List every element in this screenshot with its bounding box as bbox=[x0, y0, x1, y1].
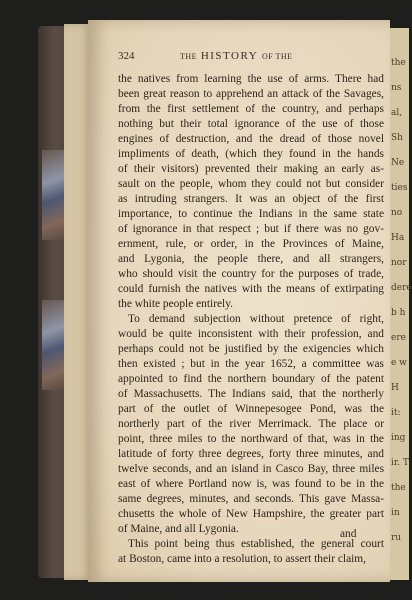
facing-page-fragment: ru bbox=[391, 533, 402, 543]
facing-page-fragment: the bbox=[391, 58, 406, 68]
text-line: of Massachusetts. The Indians said, that the northerly bbox=[118, 388, 384, 400]
text-line: would be quite inconsistent with their profession, and bbox=[118, 328, 384, 340]
text-line: could furnish the natives with the means of extirpating bbox=[118, 283, 384, 295]
text-line: northerly part of the river Merrimack. The place or bbox=[118, 418, 384, 430]
facing-page-fragment: b h bbox=[391, 308, 406, 318]
marbled-paper-top bbox=[42, 150, 64, 240]
text-line: twelve seconds, and an island in Casco Bay, three miles bbox=[118, 463, 384, 475]
header-title: THE HISTORY OF THE bbox=[180, 50, 293, 62]
facing-page-fragment: it: bbox=[391, 408, 401, 418]
body-text bbox=[118, 72, 384, 567]
text-line: from the first settlement of the country, and perhaps bbox=[118, 103, 384, 115]
text-line: engines of destruction, and the dread of those novel bbox=[118, 133, 384, 145]
text-line: been great reason to apprehend an attack of the Savages, bbox=[118, 88, 384, 100]
facing-page-fragment: ing bbox=[391, 433, 406, 443]
facing-page bbox=[390, 28, 412, 580]
facing-page-fragment: e w bbox=[391, 358, 407, 368]
text-line: point, three miles to the northward of that, was in the bbox=[118, 433, 384, 445]
text-line: To demand subjection without pretence of right, bbox=[128, 313, 384, 325]
text-line: as intruding strangers. It was an object of the first bbox=[118, 193, 384, 205]
text-line: of their visitors) prevented their making an early as- bbox=[118, 163, 384, 175]
running-head bbox=[118, 50, 380, 64]
page-number: 324 bbox=[118, 50, 135, 62]
facing-page-fragment: dere bbox=[391, 283, 412, 293]
facing-page-fragment: H bbox=[391, 383, 399, 393]
facing-page-fragment: nor bbox=[391, 258, 407, 268]
facing-page-fragment: Ne bbox=[391, 158, 405, 168]
text-line: impliments of death, (which they found in the hands bbox=[118, 148, 384, 160]
facing-page-fragment: no bbox=[391, 208, 403, 218]
text-line: nothing but their total ignorance of the use of those bbox=[118, 118, 384, 130]
facing-page-fragment: ir. T bbox=[391, 458, 409, 468]
text-line: east of where Portland now is, was found to be in the bbox=[118, 478, 384, 490]
text-line: latitude of forty three degrees, forty three minutes, and bbox=[118, 448, 384, 460]
text-line: ernment, rule, or order, in the Provinces of Maine, bbox=[118, 238, 384, 250]
text-line: who should visit the country for the purposes of trade, bbox=[118, 268, 384, 280]
text-line: and Lygonia, the people there, and all strangers, bbox=[118, 253, 384, 265]
facing-page-fragment: ere bbox=[391, 333, 406, 343]
text-line: This point being thus established, the general court bbox=[128, 538, 384, 550]
marbled-paper-bottom bbox=[42, 300, 64, 390]
catchword: and bbox=[340, 528, 357, 540]
facing-page-fragment: the bbox=[391, 483, 406, 493]
text-line: of ignorance in that respect ; but if there was no gov- bbox=[118, 223, 384, 235]
facing-page-fragment: Sh bbox=[391, 133, 403, 143]
text-line: chusetts the whole of New Hampshire, the greater part bbox=[118, 508, 384, 520]
text-line: perhaps could not be justified by the exigencies which bbox=[118, 343, 384, 355]
text-line: of Maine, and all Lygonia. bbox=[118, 523, 239, 535]
text-line: then existed ; but in the year 1652, a committee was bbox=[118, 358, 384, 370]
text-line: the white people entirely. bbox=[118, 298, 234, 310]
text-line: sault on the people, whom they could not but consider bbox=[118, 178, 384, 190]
facing-page-fragment: ties bbox=[391, 183, 408, 193]
text-line: appointed to find the northern boundary of the patent bbox=[118, 373, 384, 385]
facing-page-fragment: Ha bbox=[391, 233, 405, 243]
text-line: the natives from learning the use of arms. There had bbox=[118, 73, 384, 85]
facing-page-fragment: in bbox=[391, 508, 400, 518]
facing-page-fragment: al, bbox=[391, 108, 403, 118]
text-line: at Boston, came into a resolution, to assert their claim, bbox=[118, 553, 367, 565]
facing-page-fragment: ns bbox=[391, 83, 402, 93]
text-line: part of the outlet of Winnepesogee Pond, was the bbox=[118, 403, 384, 415]
text-line: same degrees, minutes, and seconds. This gave Massa- bbox=[118, 493, 384, 505]
text-line: importance, to continue the Indians in the same state bbox=[118, 208, 384, 220]
